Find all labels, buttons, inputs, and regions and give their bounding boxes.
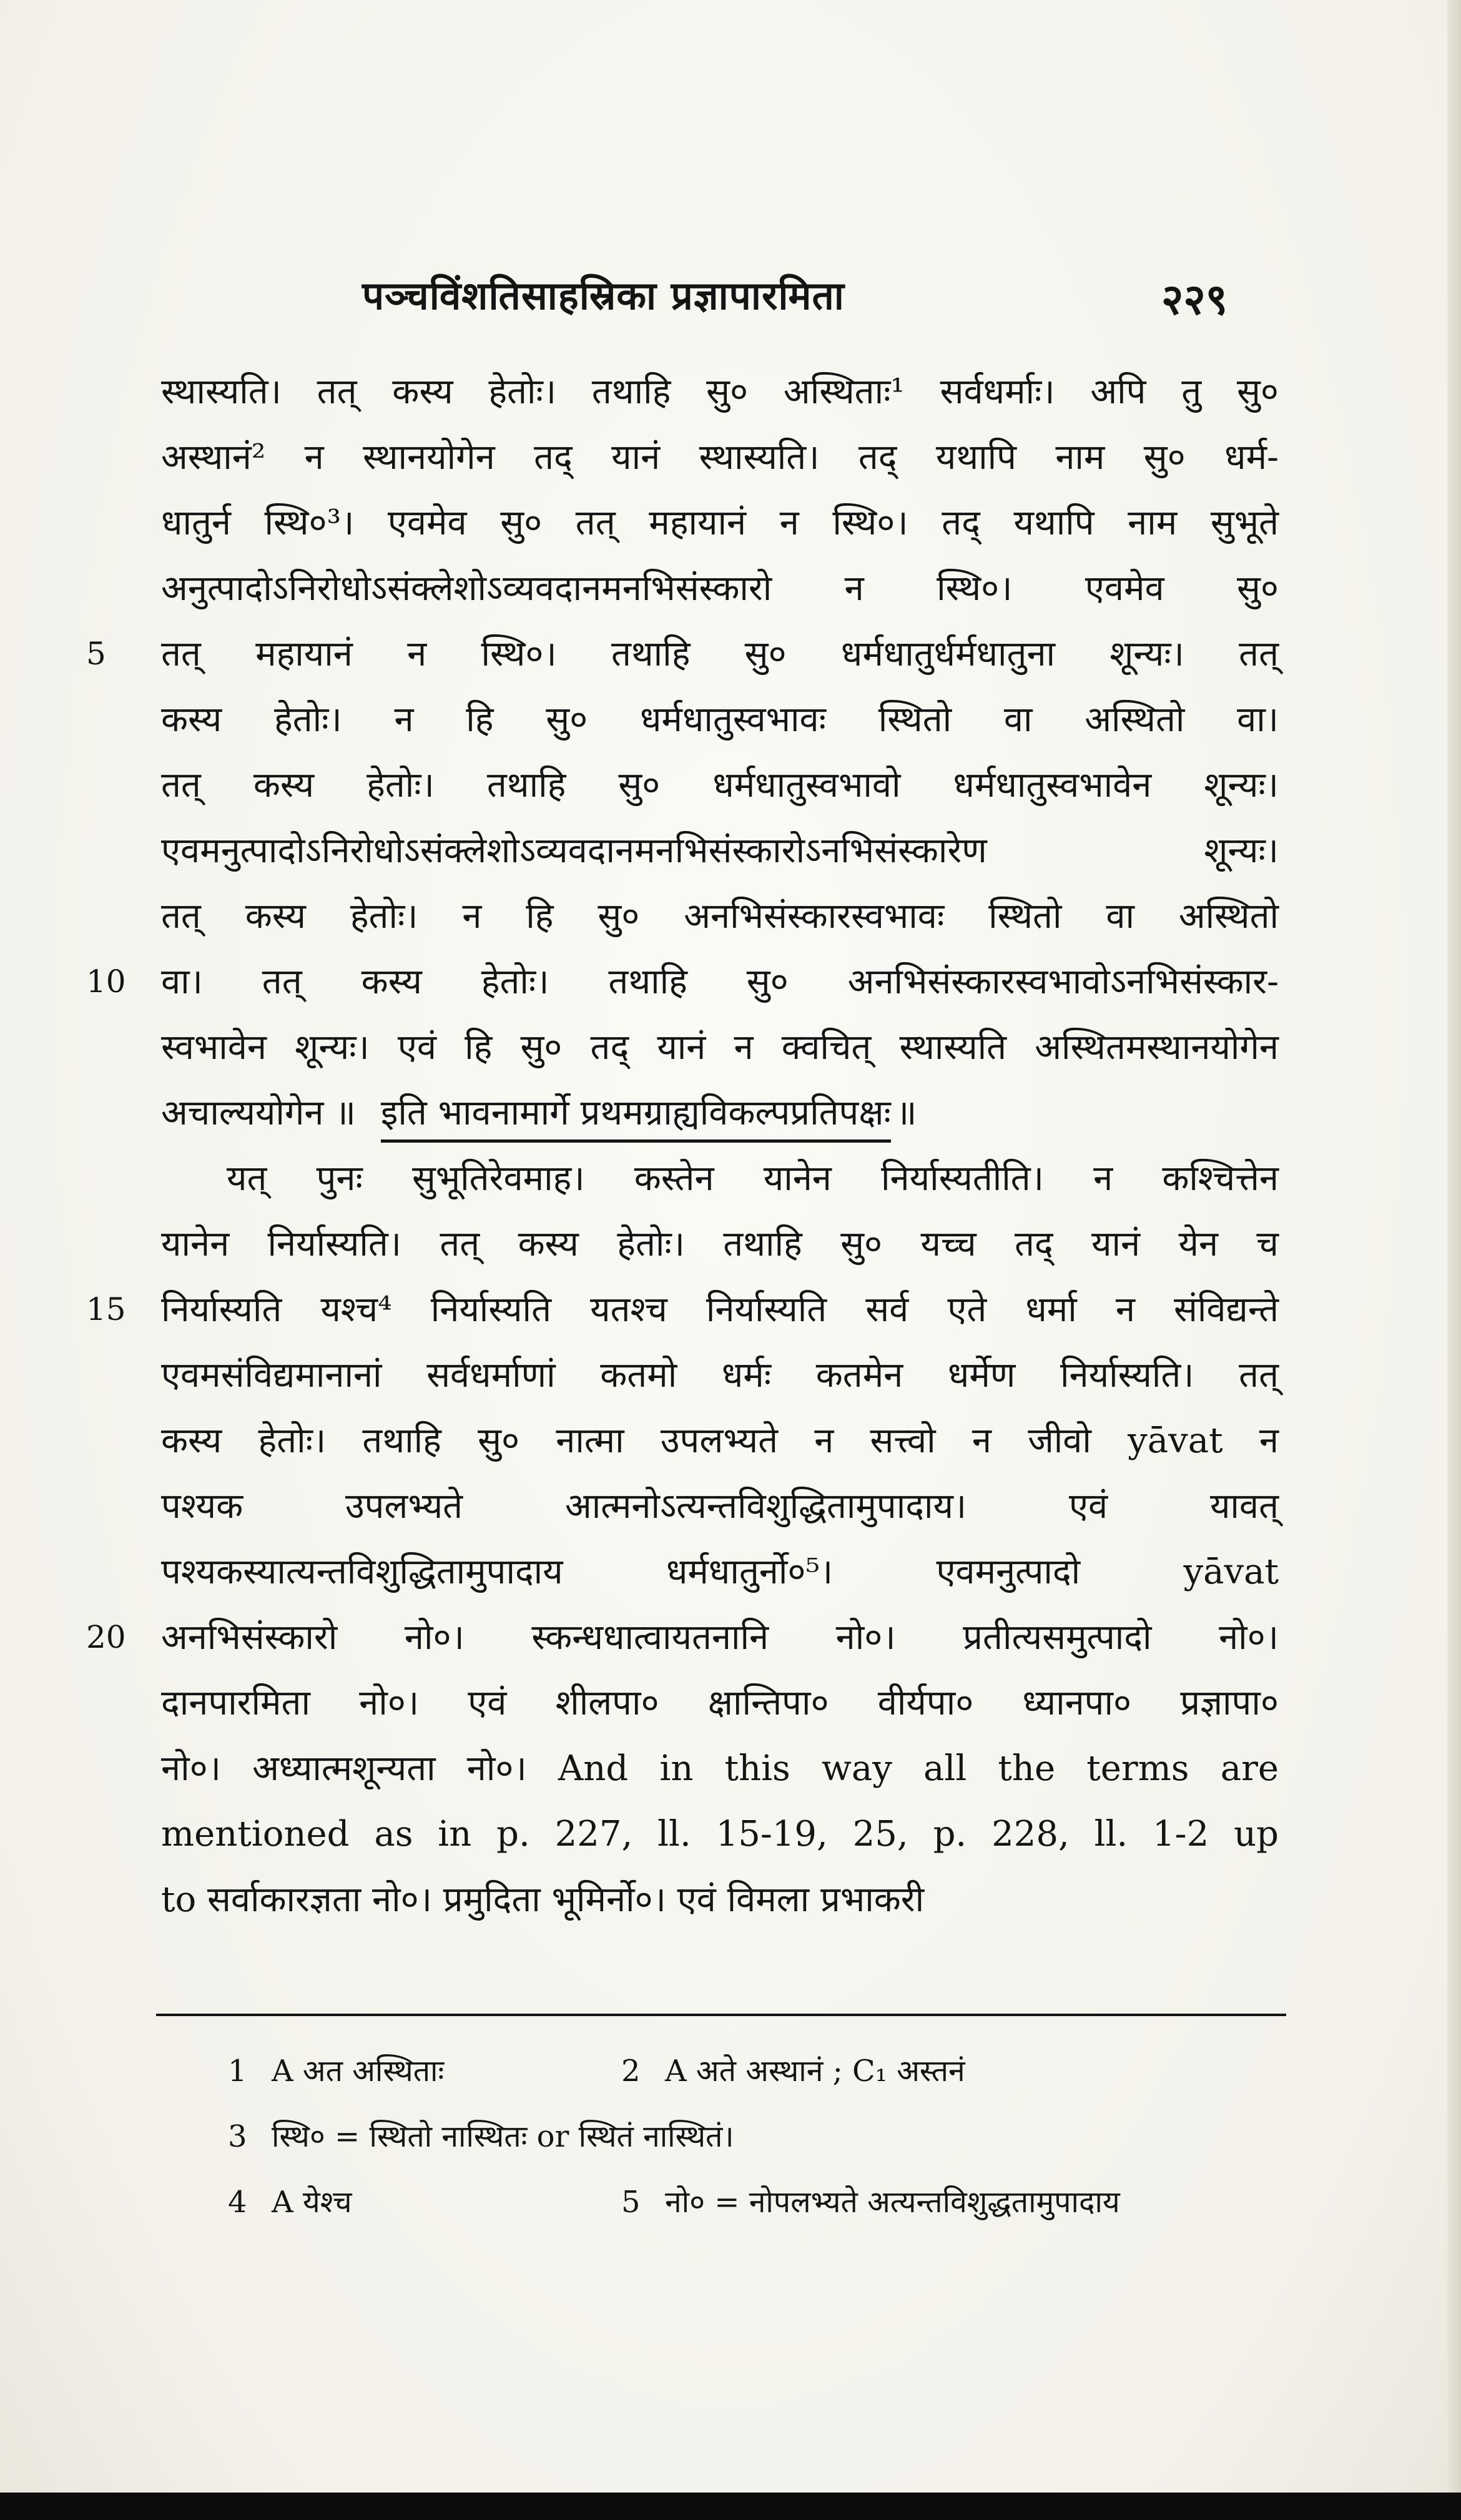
footnote-number: 5 bbox=[621, 2185, 641, 2220]
line-text: अस्थानं² न स्थानयोगेन तद् यानं स्थास्यति। तद् यथापि नाम सु० धर्म- bbox=[161, 437, 1279, 478]
colophon-lead: अचाल्ययोगेन ॥ bbox=[161, 1093, 356, 1133]
footnote-number: 1 bbox=[228, 2054, 247, 2089]
text-line bbox=[86, 1277, 1279, 1342]
footnote-text: A येश्च bbox=[272, 2185, 352, 2220]
footnote-rule bbox=[156, 2014, 1286, 2016]
colophon-end: ॥ bbox=[895, 1093, 917, 1133]
line-text: वा। तत् कस्य हेतोः। तथाहि सु० अनभिसंस्कारस्वभावोऽनभिसंस्कार- bbox=[161, 962, 1279, 1002]
footnote-row bbox=[228, 2170, 1258, 2235]
line-text: यानेन निर्यास्यति। तत् कस्य हेतोः। तथाहि सु० यच्च तद् यानं येन च bbox=[161, 1224, 1279, 1264]
running-title: पञ्चविंशतिसाहस्रिका प्रज्ञापारमिता bbox=[362, 273, 845, 318]
footnote bbox=[228, 2170, 352, 2235]
footnote-text: नो० = नोपलभ्यते अत्यन्तविशुद्धतामुपादाय bbox=[665, 2185, 1120, 2220]
footnote-text: A अते अस्थानं ; C₁ अस्तनं bbox=[665, 2054, 965, 2089]
text-line bbox=[161, 1408, 1279, 1474]
text-line bbox=[161, 752, 1279, 818]
line-text: तत् महायानं न स्थि०। तथाहि सु० धर्मधातुर्धर्मधातुना शून्यः। तत् bbox=[161, 634, 1279, 674]
line-text: mentioned as in p. 227, ll. 15-19, 25, p. 228, ll. 1-2 up bbox=[161, 1814, 1279, 1854]
footnote-number: 3 bbox=[228, 2119, 247, 2154]
text-line bbox=[86, 621, 1279, 687]
text-line bbox=[161, 359, 1279, 425]
text-line bbox=[161, 1146, 1279, 1211]
line-text: अनुत्पादोऽनिरोधोऽसंक्लेशोऽव्यवदानमनभिसंस्कारो न स्थि०। एवमेव सु० bbox=[161, 568, 1279, 609]
text-line bbox=[161, 1211, 1279, 1277]
line-text: धातुर्न स्थि०³। एवमेव सु० तत् महायानं न स्थि०। तद् यथापि नाम सुभूते bbox=[161, 503, 1279, 543]
line-text: स्वभावेन शून्यः। एवं हि सु० तद् यानं न क्वचित् स्थास्यति अस्थितमस्थानयोगेन bbox=[161, 1027, 1279, 1068]
text-line bbox=[161, 1342, 1279, 1408]
footnote-row bbox=[228, 2039, 1258, 2104]
footnote-number: 2 bbox=[621, 2054, 641, 2089]
text-line bbox=[161, 1736, 1279, 1801]
text-line bbox=[86, 949, 1279, 1015]
footnotes bbox=[228, 2039, 1258, 2235]
line-text: कस्य हेतोः। न हि सु० धर्मधातुस्वभावः स्थितो वा अस्थितो वा। bbox=[161, 699, 1279, 740]
line-number: 15 bbox=[86, 1291, 126, 1327]
line-text: to सर्वाकारज्ञता नो०। प्रमुदिता भूमिर्नो०। एवं विमला प्रभाकरी bbox=[161, 1879, 925, 1920]
footnote-text: स्थि० = स्थितो नास्थितः or स्थितं नास्थितं। bbox=[272, 2119, 734, 2154]
page-number: २२९ bbox=[1161, 275, 1228, 325]
line-text: नो०। अध्यात्मशून्यता नो०। And in this way all the terms are bbox=[161, 1748, 1279, 1789]
text-line bbox=[86, 1605, 1279, 1670]
text-line bbox=[161, 818, 1279, 883]
text-line bbox=[161, 1801, 1279, 1867]
line-text: दानपारमिता नो०। एवं शीलपा० क्षान्तिपा० वीर्यपा० ध्यानपा० प्रज्ञापा० bbox=[161, 1683, 1279, 1723]
line-text: यत् पुनः सुभूतिरेवमाह। कस्तेन यानेन निर्यास्यतीति। न कश्चित्तेन bbox=[227, 1158, 1279, 1199]
footnote-row bbox=[228, 2104, 1258, 2170]
text-line bbox=[161, 490, 1279, 556]
footnote bbox=[228, 2039, 444, 2104]
page-edge-shadow bbox=[1447, 0, 1461, 2520]
line-text: एवमनुत्पादोऽनिरोधोऽसंक्लेशोऽव्यवदानमनभिसंस्कारोऽनभिसंस्कारेण शून्यः। bbox=[161, 830, 1279, 871]
line-text: स्थास्यति। तत् कस्य हेतोः। तथाहि सु० अस्थिताः¹ सर्वधर्माः। अपि तु सु० bbox=[161, 372, 1279, 412]
text-line bbox=[161, 1670, 1279, 1736]
section-colophon: इति भावनामार्गे प्रथमग्राह्यविकल्पप्रतिपक्षः bbox=[381, 1087, 891, 1143]
line-text: तत् कस्य हेतोः। तथाहि सु० धर्मधातुस्वभावो धर्मधातुस्वभावेन शून्यः। bbox=[161, 765, 1279, 805]
scan-bottom-border bbox=[0, 2493, 1461, 2520]
text-line bbox=[161, 1015, 1279, 1080]
footnote-text: A अत अस्थिताः bbox=[272, 2054, 445, 2089]
line-text: अनभिसंस्कारो नो०। स्कन्धधात्वायतनानि नो०। प्रतीत्यसमुत्पादो नो०। bbox=[161, 1617, 1279, 1658]
text-line bbox=[161, 1474, 1279, 1539]
main-text bbox=[86, 359, 1279, 1932]
line-text: पश्यक उपलभ्यते आत्मनोऽत्यन्तविशुद्धितामुपादाय। एवं यावत् bbox=[161, 1486, 1279, 1527]
line-number: 20 bbox=[86, 1619, 126, 1655]
footnote bbox=[621, 2039, 965, 2104]
text-line bbox=[161, 687, 1279, 752]
line-text: पश्यकस्यात्यन्तविशुद्धितामुपादाय धर्मधातुर्नो०⁵। एवमनुत्पादो yāvat bbox=[161, 1552, 1279, 1592]
text-line bbox=[161, 1867, 1279, 1932]
line-text: तत् कस्य हेतोः। न हि सु० अनभिसंस्कारस्वभावः स्थितो वा अस्थितो bbox=[161, 896, 1279, 937]
footnote-number: 4 bbox=[228, 2185, 247, 2220]
line-text: एवमसंविद्यमानानां सर्वधर्माणां कतमो धर्मः कतमेन धर्मेण निर्यास्यति। तत् bbox=[161, 1355, 1279, 1395]
text-line bbox=[161, 425, 1279, 490]
footnote bbox=[621, 2170, 1120, 2235]
footnote bbox=[228, 2104, 734, 2170]
text-line bbox=[161, 556, 1279, 621]
colophon-line bbox=[161, 1080, 1279, 1146]
line-number: 5 bbox=[86, 636, 106, 672]
line-text: निर्यास्यति यश्च⁴ निर्यास्यति यतश्च निर्यास्यति सर्व एते धर्मा न संविद्यन्ते bbox=[161, 1289, 1279, 1330]
line-text: कस्य हेतोः। तथाहि सु० नात्मा उपलभ्यते न सत्त्वो न जीवो yāvat न bbox=[161, 1420, 1279, 1461]
line-number: 10 bbox=[86, 963, 126, 1000]
text-line bbox=[161, 1539, 1279, 1605]
text-line bbox=[161, 883, 1279, 949]
